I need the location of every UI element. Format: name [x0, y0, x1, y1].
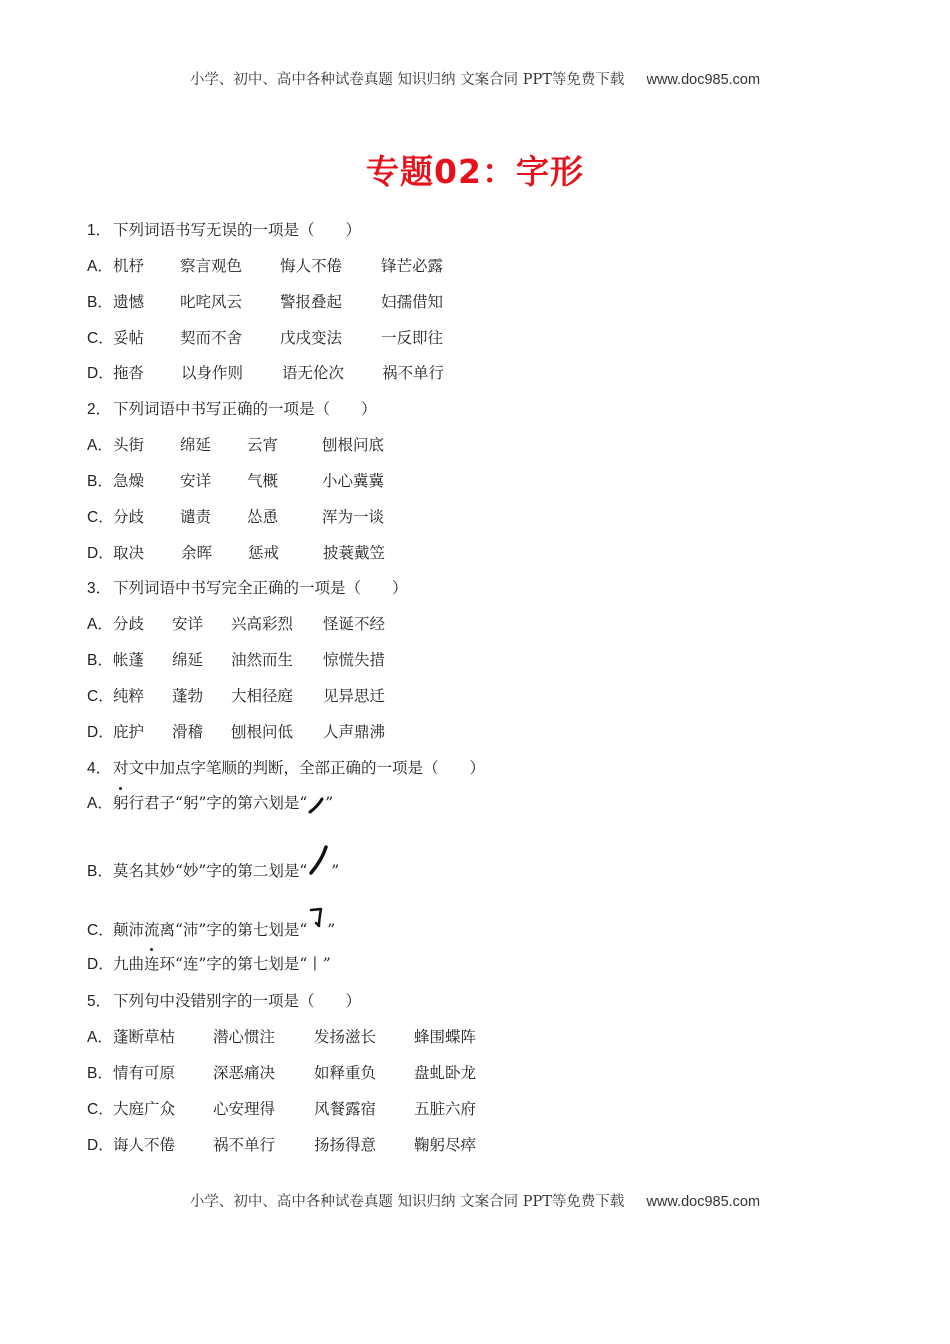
q3-option-b[interactable]: B． 帐蓬 绵延 油然而生 惊慌失措	[87, 651, 386, 669]
q3-option-d[interactable]: D． 庇护 滑稽 刨根问低 人声鼎沸	[87, 723, 386, 741]
q2-option-d[interactable]: D． 取决 余晖 惩戒 披蓑戴笠	[87, 544, 386, 562]
question-5-stem: 5． 下列句中没错别字的一项是（ ）	[87, 992, 362, 1010]
header-url[interactable]: www.doc985.com	[646, 72, 761, 88]
header-text: 小学、初中、高中各种试卷真题 知识归纳 文案合同 PPT等免费下载	[189, 72, 625, 88]
stroke-hengzhegou-icon	[307, 904, 327, 936]
footer-url[interactable]: www.doc985.com	[646, 1194, 761, 1210]
question-2-stem: 2． 下列词语中书写正确的一项是（ ）	[87, 400, 377, 418]
question-3-stem: 3． 下列词语中书写完全正确的一项是（ ）	[87, 579, 408, 597]
q4-option-d[interactable]: D．九曲连环“连”字的第七划是“丨”	[87, 955, 331, 973]
page-footer	[0, 1190, 950, 1211]
stroke-pie-icon	[307, 795, 325, 815]
page-title: 专题02：字形	[366, 152, 584, 191]
q2-option-c[interactable]: C． 分歧 谴责 怂恿 浑为一谈	[87, 508, 385, 526]
stroke-pie-icon	[307, 843, 331, 879]
question-4-stem: 4． 对文中加点字笔顺的判断，全部正确的一项是（ ）	[87, 759, 486, 777]
q4-option-c[interactable]: C．颠沛流离“沛”字的第七划是“ ”	[87, 904, 335, 926]
q5-option-c[interactable]: C． 大庭广众 心安理得 风餐露宿 五脏六府	[87, 1100, 477, 1118]
q5-option-b[interactable]: B． 情有可原 深恶痛决 如释重负 盘虬卧龙	[87, 1064, 477, 1082]
q2-option-a[interactable]: A． 头街 绵延 云宵 刨根问底	[87, 436, 385, 454]
question-1-stem: 1． 下列词语书写无误的一项是（ ）	[87, 221, 362, 239]
emphasis-dot-char: 躬	[113, 794, 129, 812]
q1-option-b[interactable]: B． 遗憾 叱咤风云 警报叠起 妇孺借知	[87, 293, 444, 311]
q5-option-a[interactable]: A． 蓬断草枯 潜心惯注 发扬滋长 蜂围蝶阵	[87, 1028, 477, 1046]
page-header	[0, 68, 950, 89]
q5-option-d[interactable]: D． 诲人不倦 祸不单行 扬扬得意 鞠躬尽瘁	[87, 1136, 477, 1154]
q3-option-a[interactable]: A． 分歧 安详 兴高彩烈 怪诞不经	[87, 615, 386, 633]
footer-text: 小学、初中、高中各种试卷真题 知识归纳 文案合同 PPT等免费下载	[189, 1194, 625, 1210]
q4-option-a[interactable]: A．躬行君子“躬”字的第六划是“ ”	[87, 792, 333, 814]
q1-option-c[interactable]: C． 妥帖 契而不舍 戊戌变法 一反即往	[87, 329, 444, 347]
q3-option-c[interactable]: C． 纯粹 蓬勃 大相径庭 见异思迁	[87, 687, 386, 705]
q1-option-d[interactable]: D． 拖沓 以身作则 语无伦次 祸不单行	[87, 364, 445, 382]
emphasis-dot-char: 连	[144, 955, 160, 973]
q1-option-a[interactable]: A． 机杼 察言观色 悔人不倦 锋芒必露	[87, 257, 444, 275]
q2-option-b[interactable]: B． 急燥 安详 气概 小心冀冀	[87, 472, 385, 490]
q4-option-b[interactable]: B．莫名其妙“妙”字的第二划是“ ”	[87, 843, 339, 865]
